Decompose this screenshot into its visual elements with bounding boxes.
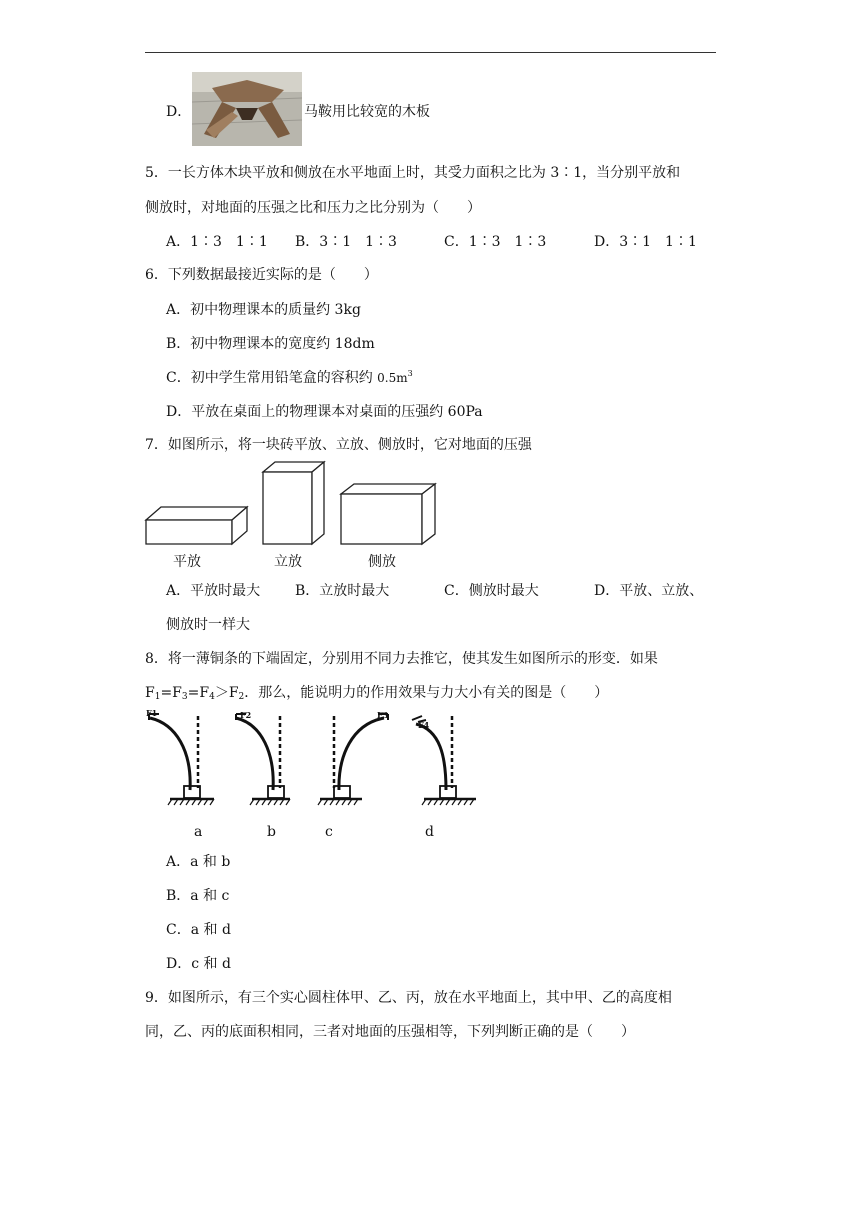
q8-copper-strip-figure (140, 706, 490, 810)
brick-side (341, 484, 435, 544)
strip-c (318, 714, 388, 805)
q7-option-c: C．侧放时最大 (444, 583, 539, 599)
strip-b (236, 714, 290, 805)
q8-label-c: c (325, 824, 333, 840)
q8-label-a: a (194, 824, 203, 840)
q4-option-d-text: 马鞍用比较宽的木板 (304, 104, 430, 120)
q7-label-upright: 立放 (274, 554, 302, 570)
q8-option-b: B．a 和 c (166, 888, 230, 904)
q8-stem-line2: $F_1=F_3=F_4>F_2$．那么，能说明力的作用效果与力大小有关的图是（ ） (145, 685, 609, 702)
q6-option-b: B．初中物理课本的宽度约 18dm (166, 336, 375, 352)
q5-stem-line1: 5．一长方体木块平放和侧放在水平地面上时，其受力面积之比为 3∶1，当分别平放和 (145, 165, 681, 181)
q7-option-a: A．平放时最大 (166, 583, 261, 599)
q7-brick-figure (140, 460, 450, 550)
brick-upright (263, 462, 324, 544)
q6-option-d: D．平放在桌面上的物理课本对桌面的压强约 60Pa (166, 404, 483, 420)
saddle-photo (192, 72, 302, 146)
q6-option-c-exponent: 3 (407, 369, 413, 378)
q7-stem: 7．如图所示，将一块砖平放、立放、侧放时，它对地面的压强 (145, 437, 532, 453)
force-label-f2: F2 (240, 710, 252, 720)
q5-stem-line2: 侧放时，对地面的压强之比和压力之比分别为（ ） (145, 200, 481, 216)
q6-option-c-text: C．初中学生常用铅笔盒的容积约 (166, 370, 378, 386)
q7-label-side: 侧放 (368, 554, 396, 570)
q8-label-b: b (267, 824, 276, 840)
q5-option-c: C．1∶3 1∶3 (444, 234, 547, 250)
q7-option-d-cont: 侧放时一样大 (166, 617, 250, 633)
q7-label-flat: 平放 (173, 554, 201, 570)
q8-option-c: C．a 和 d (166, 922, 231, 938)
strip-a (149, 714, 214, 805)
q4-option-d-letter: D． (166, 104, 192, 120)
q5-option-a: A．1∶3 1∶1 (166, 234, 268, 250)
q8-stem-line1: 8．将一薄铜条的下端固定，分别用不同力去推它，使其发生如图所示的形变．如果 (145, 651, 658, 667)
force-label-f4: F4 (418, 720, 430, 730)
q5-option-d: D．3∶1 1∶1 (594, 234, 697, 250)
q6-option-c (166, 367, 413, 387)
q8-option-d: D．c 和 d (166, 956, 231, 972)
q5-option-b: B．3∶1 1∶3 (295, 234, 397, 250)
header-rule (145, 52, 716, 53)
q9-stem-line2: 同，乙、丙的底面积相同，三者对地面的压强相等，下列判断正确的是（ ） (145, 1024, 635, 1040)
q7-option-b: B．立放时最大 (295, 583, 390, 599)
q6-option-a: A．初中物理课本的质量约 3kg (166, 302, 361, 318)
brick-flat (146, 507, 247, 544)
force-label-f3: F3 (377, 710, 389, 720)
q7-option-d: D．平放、立放、 (594, 583, 704, 599)
force-label-f1: F1 (146, 708, 158, 718)
q8-option-a: A．a 和 b (166, 854, 231, 870)
q8-label-d: d (425, 824, 434, 840)
q9-stem-line1: 9．如图所示，有三个实心圆柱体甲、乙、丙，放在水平地面上，其中甲、乙的高度相 (145, 990, 672, 1006)
q6-option-c-value: 0.5m (377, 371, 408, 385)
q6-stem: 6．下列数据最接近实际的是（ ） (145, 267, 378, 283)
